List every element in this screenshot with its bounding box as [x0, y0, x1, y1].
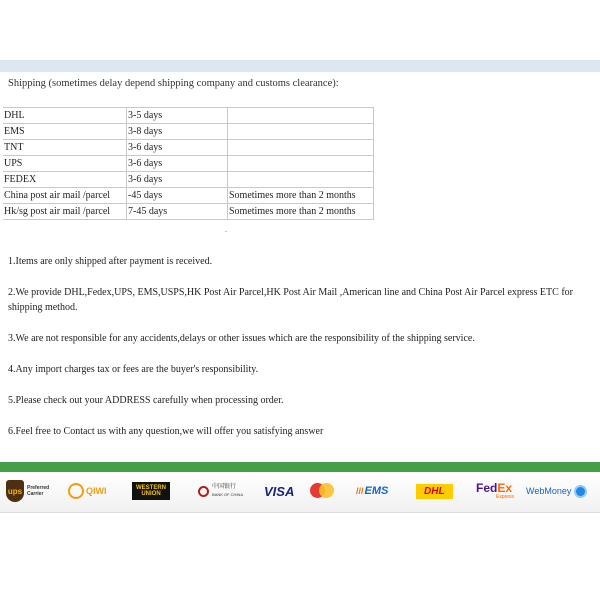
- visa-logo: [264, 478, 294, 504]
- note-cell: [228, 172, 374, 188]
- ems-label: EMS: [364, 485, 389, 497]
- note-cell: [228, 156, 374, 172]
- days-cell: 3-6 days: [127, 172, 228, 188]
- mastercard-logo: [310, 478, 334, 504]
- ups-shield-icon: ups: [6, 480, 24, 502]
- ups-logo: [6, 478, 49, 504]
- days-cell: 3-6 days: [127, 156, 228, 172]
- qiwi-label: QIWI: [86, 486, 107, 496]
- table-row: [3, 124, 374, 140]
- webmoney-globe-icon: [574, 485, 587, 498]
- carrier-cell: Hk/sg post air mail /parcel: [3, 204, 127, 220]
- stray-dot: .: [225, 225, 227, 234]
- note-6: 6.Feel free to Contact us with any question,we will offer you satisfying answer: [8, 426, 324, 437]
- table-row: [3, 172, 374, 188]
- boc-line1: 中国银行: [212, 484, 237, 490]
- ems-logo: [356, 478, 388, 504]
- days-cell: 3-5 days: [127, 108, 228, 124]
- fedex-logo: [476, 478, 514, 504]
- note-2: 2.We provide DHL,Fedex,UPS, EMS,USPS,HK Post Air Parcel,HK Post Air Mail ,American line and China Post Air Parcel express ETC for shipping method.: [8, 287, 573, 313]
- note-cell: [228, 124, 374, 140]
- days-cell: 3-8 days: [127, 124, 228, 140]
- carrier-cell: China post air mail /parcel: [3, 188, 127, 204]
- qiwi-circle-icon: [68, 483, 84, 499]
- mastercard-icon: [310, 483, 334, 499]
- days-cell: 3-6 days: [127, 140, 228, 156]
- shipping-heading: Shipping (sometimes delay depend shipping company and customs clearance):: [8, 78, 339, 89]
- webmoney-label: WebMoney: [526, 486, 572, 496]
- table-row: [3, 140, 374, 156]
- note-cell: [228, 140, 374, 156]
- days-cell: -45 days: [127, 188, 228, 204]
- fedex-ex: Ex: [497, 481, 513, 495]
- days-cell: 7-45 days: [127, 204, 228, 220]
- top-band: [0, 60, 600, 72]
- qiwi-logo: [68, 478, 107, 504]
- fedex-express: Express: [496, 494, 515, 500]
- webmoney-logo: [526, 478, 587, 504]
- visa-label: VISA: [264, 483, 295, 499]
- table-row: [3, 188, 374, 204]
- footer-green-band: [0, 462, 600, 472]
- note-cell: Sometimes more than 2 months: [228, 188, 374, 204]
- ups-line1: Preferred: [27, 485, 50, 491]
- carrier-cell: FEDEX: [3, 172, 127, 188]
- table-row: [3, 204, 374, 220]
- note-5: 5.Please check out your ADDRESS carefully when processing order.: [8, 395, 284, 406]
- table-row: [3, 156, 374, 172]
- bank-of-china-logo: [198, 478, 243, 504]
- western-union-logo: [132, 478, 170, 504]
- boc-line2: BANK OF CHINA: [212, 492, 244, 497]
- carrier-cell: EMS: [3, 124, 127, 140]
- ems-speed-icon: ///: [356, 486, 364, 496]
- note-3: 3.We are not responsible for any accidents,delays or other issues which are the responsibility of the shipping service.: [8, 333, 475, 344]
- carrier-cell: UPS: [3, 156, 127, 172]
- bank-of-china-icon: [198, 486, 209, 497]
- dhl-logo: [416, 478, 453, 504]
- shipping-table: [3, 107, 374, 220]
- table-row: [3, 108, 374, 124]
- wu-line1: WESTERN: [136, 485, 166, 491]
- dhl-label: DHL: [416, 484, 453, 499]
- wu-line2: UNION: [141, 491, 161, 497]
- ups-line2: Carrier: [27, 491, 44, 497]
- note-cell: [228, 108, 374, 124]
- carrier-cell: DHL: [3, 108, 127, 124]
- note-1: 1.Items are only shipped after payment is received.: [8, 256, 213, 267]
- note-cell: Sometimes more than 2 months: [228, 204, 374, 220]
- fedex-fed: Fed: [476, 481, 498, 495]
- carrier-cell: TNT: [3, 140, 127, 156]
- note-4: 4.Any import charges tax or fees are the buyer's responsibility.: [8, 364, 259, 375]
